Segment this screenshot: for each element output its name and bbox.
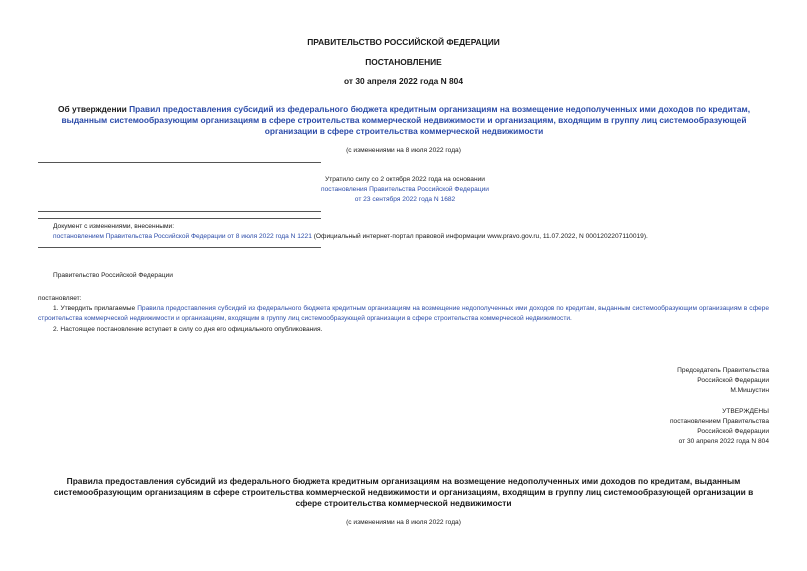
divider: [38, 162, 321, 163]
decides-text: постановляет:: [38, 295, 82, 302]
signature-line2: Российской Федерации: [697, 377, 769, 384]
approved-line1: УТВЕРЖДЕНЫ: [722, 408, 769, 415]
signature-block: [560, 366, 769, 396]
rules-amended-note: (с изменениями на 8 июля 2022 года): [346, 519, 461, 526]
changes-line: [53, 232, 783, 242]
approved-block: [560, 407, 769, 447]
signature-line1: Председатель Правительства: [677, 367, 769, 374]
document-date-number: от 30 апреля 2022 года N 804: [344, 76, 463, 86]
divider: [38, 247, 321, 248]
divider: [38, 211, 321, 212]
title-prefix: Об утверждении: [57, 104, 130, 114]
expired-link-line2[interactable]: от 23 сентября 2022 года N 1682: [354, 196, 456, 203]
title-rules-link[interactable]: Правил предоставления субсидий из федерального бюджета кредитным организациям на возмещение недополученных ими доходов по кредитам, выданным системообразующим организациям в сфере строительства коммерческой недвижимости и организациям, входящим в группу лиц системообразующей организации в сфере строительства коммерческой недвижимости: [61, 104, 751, 136]
changes-source: (Официальный интернет-портал правовой информации www.pravo.gov.ru, 11.07.2022, N 0001202207110019).: [311, 233, 648, 240]
changes-link[interactable]: постановлением Правительства Российской Федерации от 8 июля 2022 года N 1221: [53, 233, 312, 240]
item-1-prefix: 1. Утвердить прилагаемые: [53, 305, 138, 312]
document-title: [38, 104, 770, 137]
document-type-heading: ПОСТАНОВЛЕНИЕ: [365, 57, 442, 67]
government-name: Правительство Российской Федерации: [53, 272, 173, 279]
item-1-rules-link[interactable]: Правила предоставления субсидий из федерального бюджета кредитным организациям на возмещение недополученных ими доходов по кредитам, выданным системообразующим организациям в сфере строительства коммерческой недвижимости и организациям, входящим в группу лиц системообразующей организации в сфере строительства коммерческой недвижимости.: [38, 305, 769, 322]
changes-label: Документ с изменениями, внесенными:: [53, 223, 175, 230]
rules-title: Правила предоставления субсидий из федерального бюджета кредитным организациям на возмещение недополученных ими доходов по кредитам, выданным системообразующим организациям в сфере строительства коммерческой недвижимости и организациям, входящим в группу лиц системообразующей организации в сфере строительства коммерческой недвижимости: [53, 476, 754, 508]
approved-line3: Российской Федерации: [697, 428, 769, 435]
expired-link-line1[interactable]: постановления Правительства Российской Федерации: [321, 186, 489, 193]
item-1: [38, 304, 769, 324]
approved-line2: постановлением Правительства: [669, 418, 769, 425]
item-2: 2. Настоящее постановление вступает в силу со дня его официального опубликования.: [53, 326, 323, 333]
expired-text: Утратило силу со 2 октября 2022 года на основании: [325, 176, 485, 183]
signature-line3: М.Мишустин: [730, 387, 769, 394]
expired-notice: [270, 175, 540, 205]
divider: [38, 218, 321, 219]
government-heading: ПРАВИТЕЛЬСТВО РОССИЙСКОЙ ФЕДЕРАЦИИ: [307, 37, 500, 47]
amended-note: (с изменениями на 8 июля 2022 года): [346, 147, 461, 154]
approved-line4: от 30 апреля 2022 года N 804: [678, 438, 769, 445]
